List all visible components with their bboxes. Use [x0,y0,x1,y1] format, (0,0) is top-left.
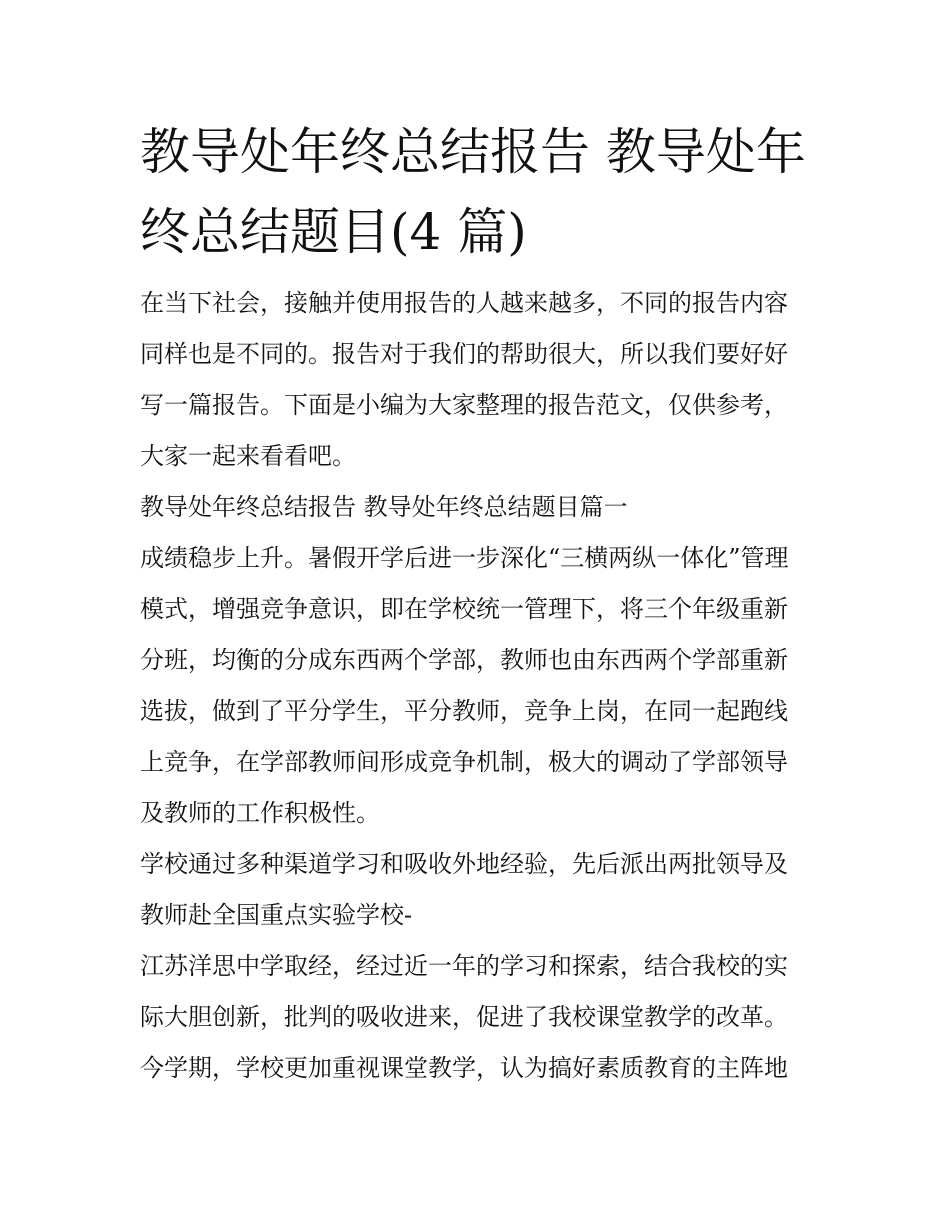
text-line: 教师赴全国重点实验学校- [140,901,413,929]
text-line: 分班，均衡的分成东西两个学部，教师也由东西两个学部重新 [140,646,788,674]
text-line: 模式，增强竞争意识，即在学校统一管理下，将三个年级重新 [140,595,788,623]
title-line-1: 教导处年终总结报告 教导处年 [140,123,806,181]
text-line: 写一篇报告。下面是小编为大家整理的报告范文，仅供参考， [140,391,788,419]
text-line: 江苏洋思中学取经，经过近一年的学习和探索，结合我校的实 [140,952,788,980]
title-line-2: 终总结题目(4 篇) [140,203,527,261]
text-line: 今学期，学校更加重视课堂教学，认为搞好素质教育的主阵地 [140,1054,788,1082]
text-line: 选拔，做到了平分学生，平分教师，竞争上岗，在同一起跑线 [140,697,788,725]
document-body [140,278,820,1094]
text-line: 在当下社会，接触并使用报告的人越来越多，不同的报告内容 [140,289,788,317]
text-line: 及教师的工作积极性。 [140,799,380,827]
document-title [140,112,820,272]
text-line: 学校通过多种渠道学习和吸收外地经验，先后派出两批领导及 [140,850,788,878]
section-heading: 教导处年终总结报告 教导处年终总结题目篇一 [140,493,628,521]
text-line: 际大胆创新，批判的吸收进来，促进了我校课堂教学的改革。 [140,1003,788,1031]
text-line: 大家一起来看看吧。 [140,442,356,470]
text-line: 上竞争，在学部教师间形成竞争机制，极大的调动了学部领导 [140,748,788,776]
text-line: 成绩稳步上升。暑假开学后进一步深化“三横两纵一体化”管理 [140,544,789,572]
text-line: 同样也是不同的。报告对于我们的帮助很大，所以我们要好好 [140,340,788,368]
